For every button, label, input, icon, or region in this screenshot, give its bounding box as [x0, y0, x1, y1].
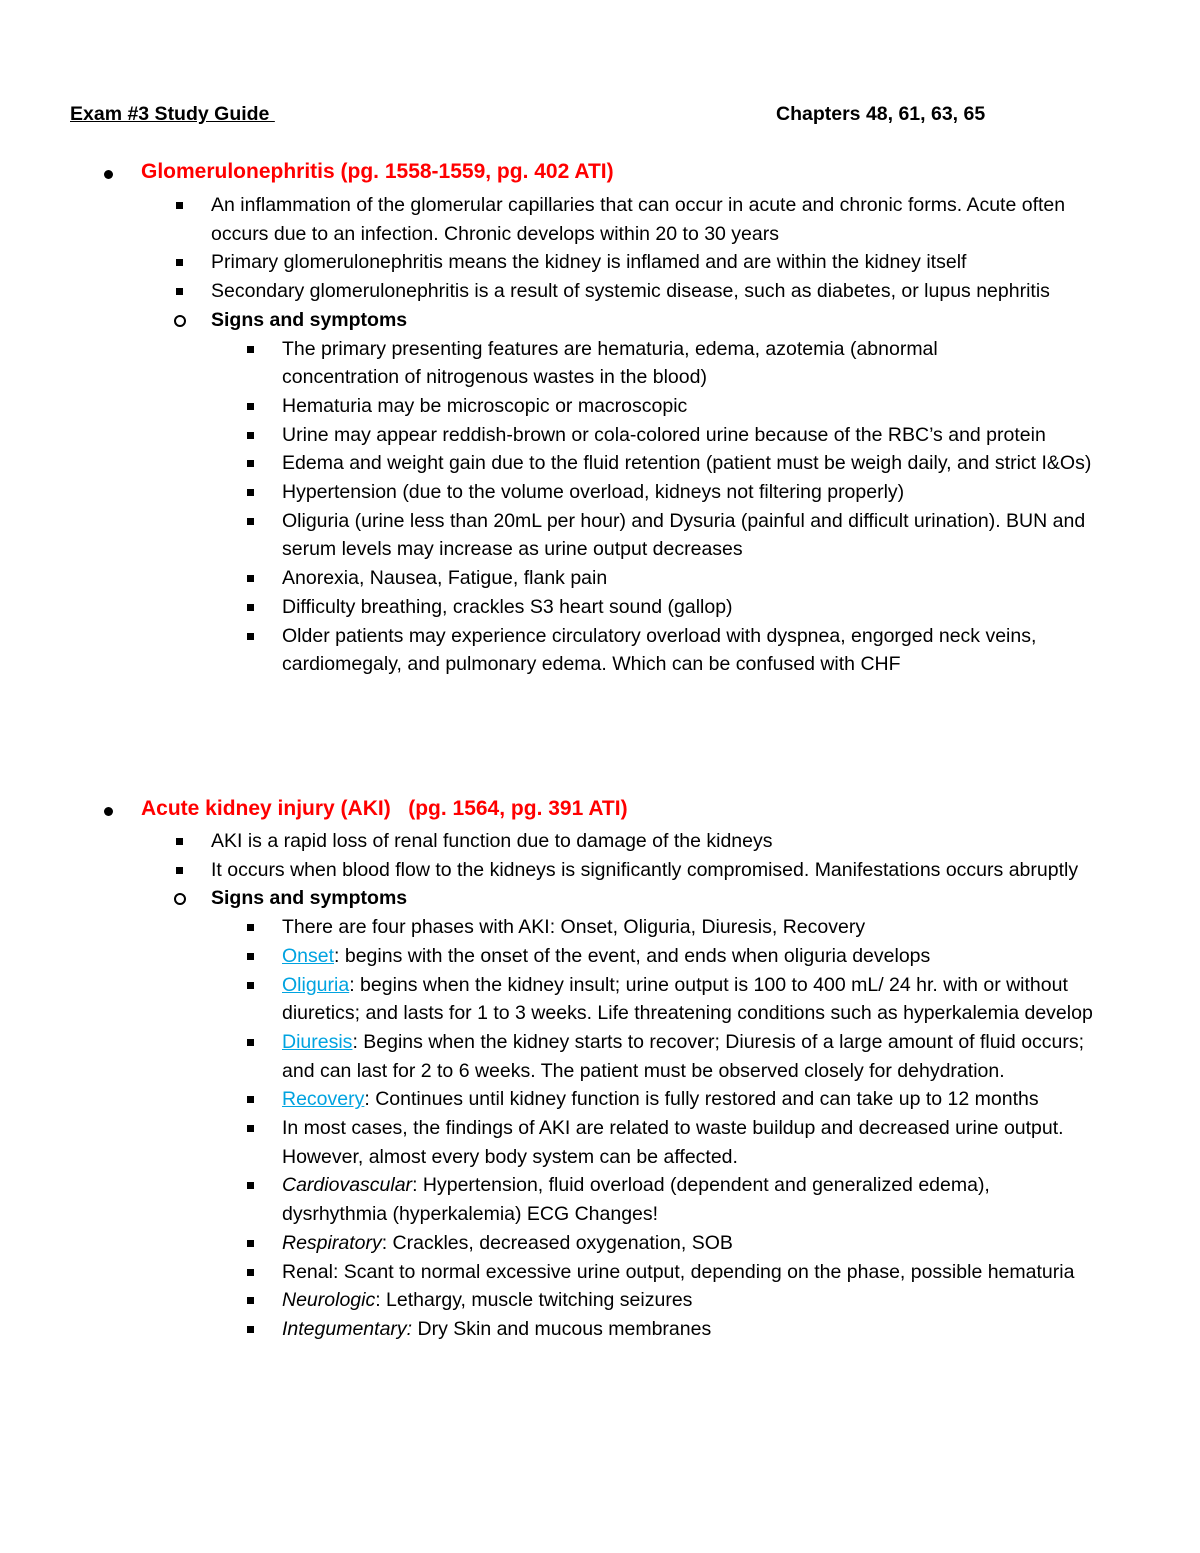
square-bullet-icon	[247, 460, 254, 467]
list-item: Oliguria (urine less than 20mL per hour) and Dysuria (painful and difficult urination). BUN and serum levels may increase as urine output decreases	[0, 507, 1200, 564]
system-respiratory: Respiratory: Crackles, decreased oxygenation, SOB	[0, 1229, 1200, 1258]
phase-oliguria: Oliguria: begins when the kidney insult; urine output is 100 to 400 mL/ 24 hr. with or without diuretics; and lasts for 1 to 3 weeks. Life threatening conditions such as hyperkalemia develop	[0, 971, 1200, 1028]
square-bullet-icon	[247, 518, 254, 525]
system-neurologic: Neurologic: Lethargy, muscle twitching seizures	[0, 1286, 1200, 1315]
square-bullet-icon	[247, 1240, 254, 1247]
list-item: Anorexia, Nausea, Fatigue, flank pain	[0, 564, 1200, 593]
document-title: Exam #3 Study Guide	[70, 103, 275, 125]
square-bullet-icon	[247, 1182, 254, 1189]
phase-recovery: Recovery: Continues until kidney function is fully restored and can take up to 12 months	[0, 1085, 1200, 1114]
list-item: Difficulty breathing, crackles S3 heart sound (gallop)	[0, 593, 1200, 622]
square-bullet-icon	[247, 575, 254, 582]
phase-term-link[interactable]: Diuresis	[282, 1030, 353, 1053]
list-item: Primary glomerulonephritis means the kidney is inflamed and are within the kidney itself	[0, 248, 1200, 277]
square-bullet-icon	[247, 432, 254, 439]
square-bullet-icon	[247, 953, 254, 960]
system-cardiovascular: Cardiovascular: Hypertension, fluid overload (dependent and generalized edema), dysrhythmia (hyperkalemia) ECG Changes!	[0, 1171, 1200, 1228]
system-renal: Renal: Scant to normal excessive urine output, depending on the phase, possible hematuria	[0, 1258, 1200, 1287]
phase-term-link[interactable]: Recovery	[282, 1088, 365, 1111]
bullet-dot-icon	[104, 170, 113, 179]
square-bullet-icon	[247, 1039, 254, 1046]
square-bullet-icon	[247, 1125, 254, 1132]
list-item: Edema and weight gain due to the fluid retention (patient must be weigh daily, and strict I&Os)	[0, 449, 1200, 478]
list-item: In most cases, the findings of AKI are related to waste buildup and decreased urine output. However, almost every body system can be affected.	[0, 1114, 1200, 1171]
phase-term-link[interactable]: Onset	[282, 944, 335, 967]
bullet-dot-icon	[104, 807, 113, 816]
square-bullet-icon	[176, 838, 183, 845]
square-bullet-icon	[247, 346, 254, 353]
section-heading	[0, 158, 1200, 188]
square-bullet-icon	[176, 288, 183, 295]
system-integumentary: Integumentary: Dry Skin and mucous membranes	[0, 1315, 1200, 1344]
phase-diuresis: Diuresis: Begins when the kidney starts to recover; Diuresis of a large amount of fluid occurs; and can last for 2 to 6 weeks. The patient must be observed closely for dehydration.	[0, 1028, 1200, 1085]
subheading-signs: Signs and symptoms	[0, 884, 1200, 913]
square-bullet-icon	[247, 604, 254, 611]
square-bullet-icon	[247, 403, 254, 410]
square-bullet-icon	[176, 867, 183, 874]
section-title: Acute kidney injury (AKI) (pg. 1564, pg. 391 ATI)	[141, 797, 628, 820]
circle-bullet-icon	[174, 893, 186, 905]
square-bullet-icon	[247, 489, 254, 496]
list-item: An inflammation of the glomerular capillaries that can occur in acute and chronic forms. Acute often occurs due to an infection. Chronic develops within 20 to 30 years	[0, 191, 1200, 248]
square-bullet-icon	[247, 1269, 254, 1276]
square-bullet-icon	[247, 633, 254, 640]
section-glomerulonephritis	[0, 158, 1200, 679]
square-bullet-icon	[176, 202, 183, 209]
list-item: It occurs when blood flow to the kidneys is significantly compromised. Manifestations occurs abruptly	[0, 856, 1200, 885]
list-item: There are four phases with AKI: Onset, Oliguria, Diuresis, Recovery	[0, 913, 1200, 942]
list-item: Secondary glomerulonephritis is a result of systemic disease, such as diabetes, or lupus nephritis	[0, 277, 1200, 306]
square-bullet-icon	[247, 1326, 254, 1333]
list-item: Urine may appear reddish-brown or cola-colored urine because of the RBC’s and protein	[0, 421, 1200, 450]
square-bullet-icon	[247, 982, 254, 989]
subheading-signs: Signs and symptoms	[0, 306, 1200, 335]
square-bullet-icon	[247, 1297, 254, 1304]
square-bullet-icon	[247, 1096, 254, 1103]
list-item: AKI is a rapid loss of renal function due to damage of the kidneys	[0, 827, 1200, 856]
list-item: Older patients may experience circulatory overload with dyspnea, engorged neck veins, cardiomegaly, and pulmonary edema. Which can be confused with CHF	[0, 622, 1200, 679]
list-item: Hematuria may be microscopic or macroscopic	[0, 392, 1200, 421]
list-item: The primary presenting features are hematuria, edema, azotemia (abnormal concentration of nitrogenous wastes in the blood)	[0, 335, 1200, 392]
section-aki	[0, 795, 1200, 1344]
chapters-label: Chapters 48, 61, 63, 65	[776, 103, 986, 125]
phase-onset: Onset: begins with the onset of the event, and ends when oliguria develops	[0, 942, 1200, 971]
square-bullet-icon	[247, 924, 254, 931]
square-bullet-icon	[176, 259, 183, 266]
circle-bullet-icon	[174, 315, 186, 327]
list-item: Hypertension (due to the volume overload, kidneys not filtering properly)	[0, 478, 1200, 507]
page-header	[70, 100, 1070, 130]
section-heading	[0, 795, 1200, 825]
section-title: Glomerulonephritis (pg. 1558-1559, pg. 402 ATI)	[141, 160, 614, 183]
phase-term-link[interactable]: Oliguria	[282, 973, 350, 996]
